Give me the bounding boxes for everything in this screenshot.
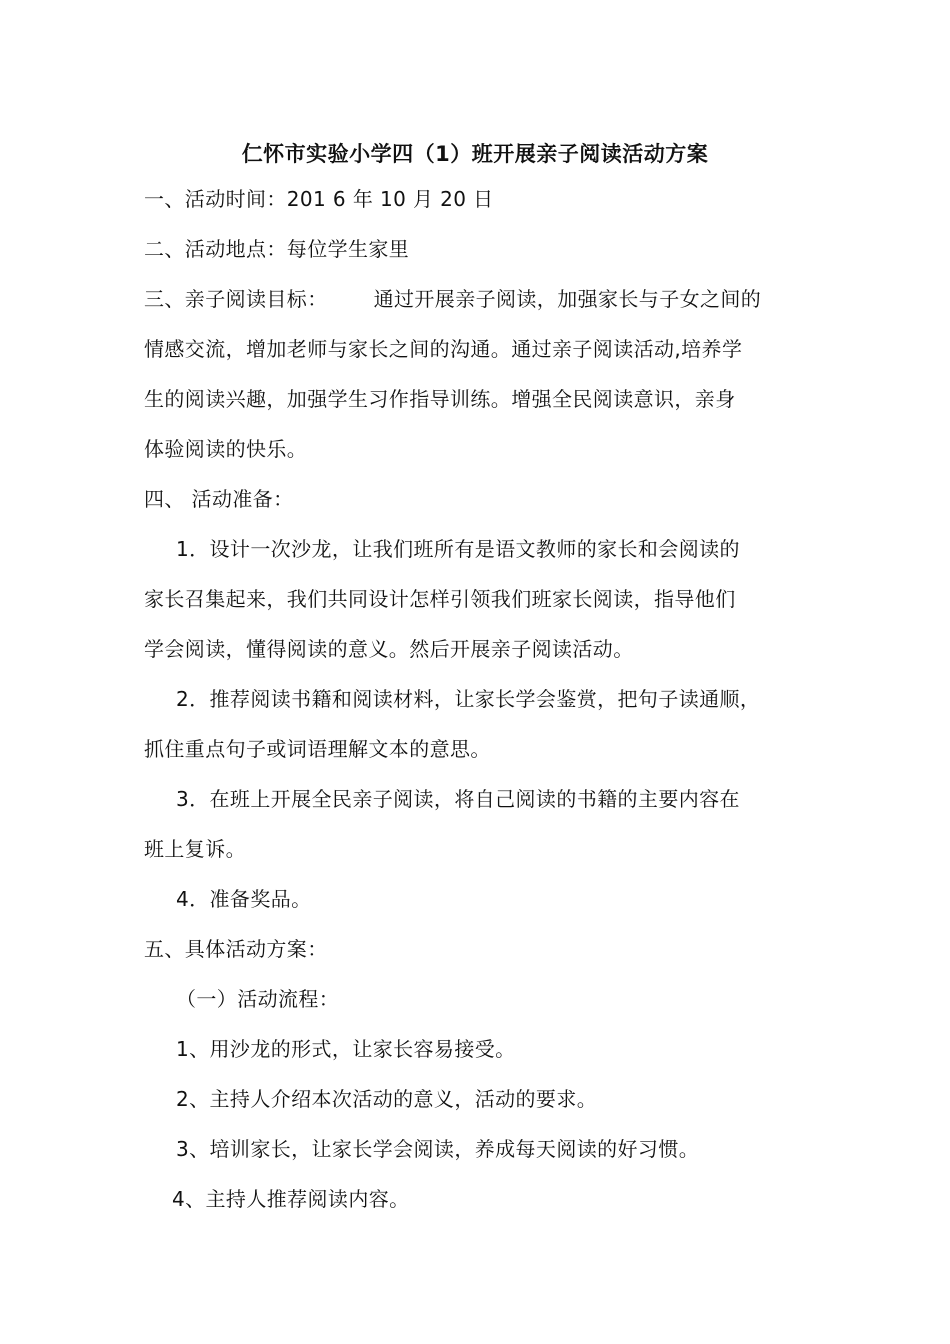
prep-item-1: 1．设计一次沙龙，让我们班所有是语文教师的家长和会阅读的 [176, 537, 740, 561]
reading-goal-heading: 三、亲子阅读目标： [144, 287, 328, 311]
prep-item-2: 2．推荐阅读书籍和阅读材料，让家长学会鉴赏，把句子读通顺， [176, 687, 761, 711]
reading-goal-line [144, 277, 761, 321]
plan-heading: 五、具体活动方案： [144, 937, 328, 961]
process-subheading: （一）活动流程： [176, 987, 340, 1011]
paragraph-line: 抓住重点句子或词语理解文本的意思。 [144, 737, 491, 761]
paragraph-line: 家长召集起来，我们共同设计怎样引领我们班家长阅读，指导他们 [144, 587, 736, 611]
reading-goal-text: 通过开展亲子阅读，加强家长与子女之间的 [373, 287, 762, 311]
preparation-heading: 四、 活动准备： [144, 487, 294, 511]
process-item-4: 4、主持人推荐阅读内容。 [172, 1187, 410, 1211]
prep-item-4: 4．准备奖品。 [176, 887, 312, 911]
paragraph-line: 班上复诉。 [144, 837, 246, 861]
activity-location-line: 二、活动地点：每位学生家里 [144, 237, 410, 261]
process-item-2: 2、主持人介绍本次活动的意义，活动的要求。 [176, 1087, 598, 1111]
process-item-3: 3、培训家长，让家长学会阅读，养成每天阅读的好习惯。 [176, 1137, 700, 1161]
activity-time-line: 一、活动时间：201 6 年 10 月 20 日 [144, 187, 494, 211]
paragraph-line: 学会阅读，懂得阅读的意义。然后开展亲子阅读活动。 [144, 637, 634, 661]
document-title: 仁怀市实验小学四（1）班开展亲子阅读活动方案 [241, 142, 709, 166]
process-item-1: 1、用沙龙的形式，让家长容易接受。 [176, 1037, 516, 1061]
paragraph-line: 生的阅读兴趣，加强学生习作指导训练。增强全民阅读意识，亲身 [144, 387, 736, 411]
prep-item-3: 3．在班上开展全民亲子阅读，将自己阅读的书籍的主要内容在 [176, 787, 740, 811]
paragraph-line: 情感交流，增加老师与家长之间的沟通。通过亲子阅读活动,培养学 [144, 337, 743, 361]
paragraph-line: 体验阅读的快乐。 [144, 437, 308, 461]
